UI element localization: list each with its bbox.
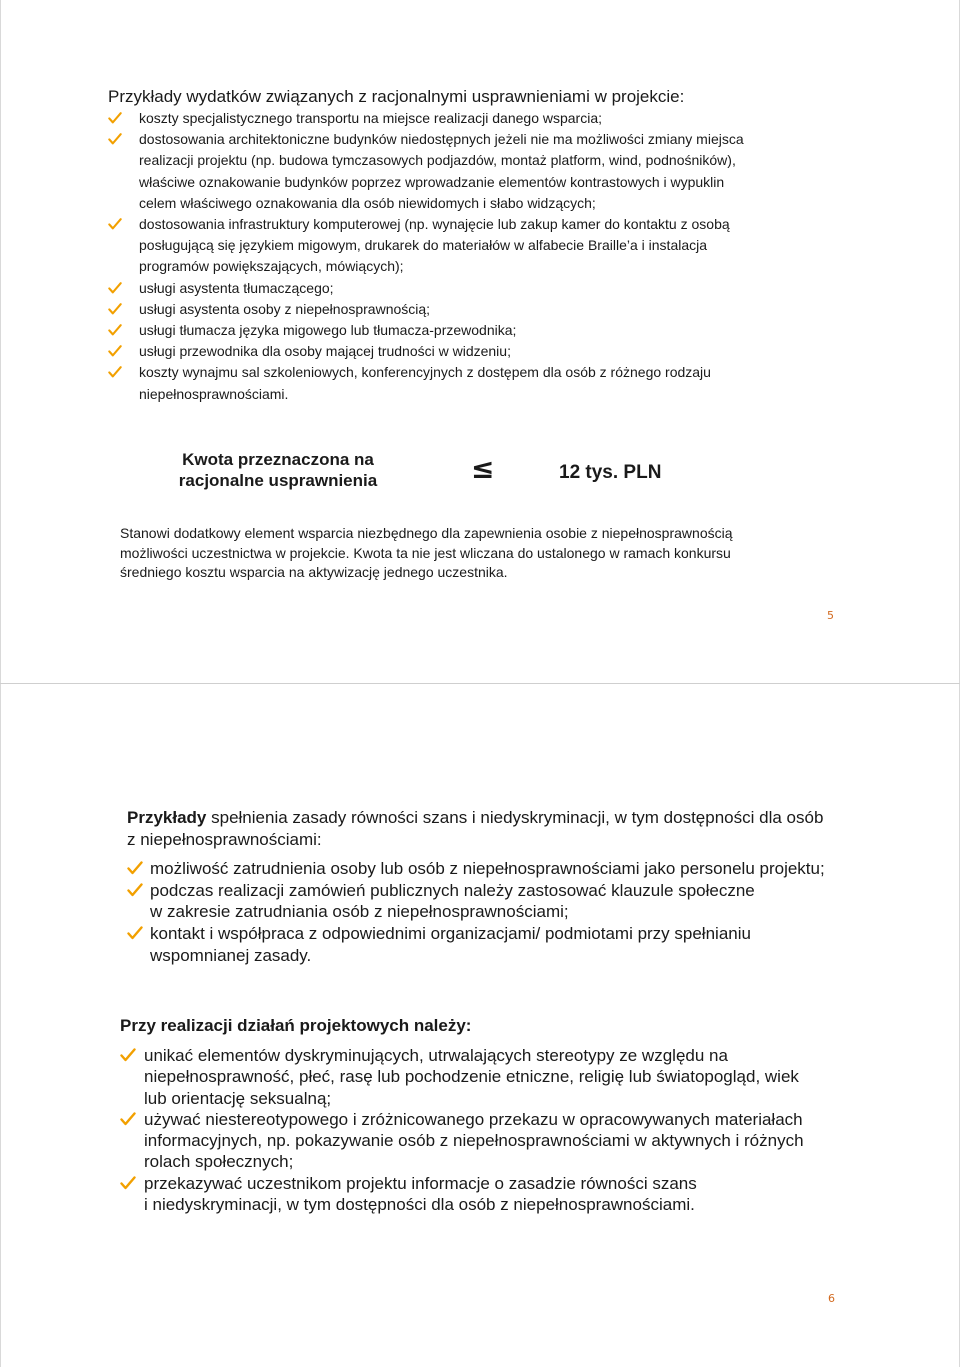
list-item-line: usługi tłumacza języka migowego lub tłumacza-przewodnika;: [139, 322, 517, 339]
checkmark-icon: [108, 365, 122, 379]
checkmark-icon: [127, 882, 143, 898]
list-item-line: usługi asystenta tłumaczącego;: [139, 279, 334, 296]
list-item: [108, 129, 808, 214]
list-item: [108, 214, 808, 278]
list-item-line: koszty specjalistycznego transportu na miejsce realizacji danego wsparcia;: [139, 110, 602, 126]
list-item-line: programów powiększających, mówiących);: [139, 258, 404, 275]
list-item-line: niepełnosprawnościami.: [139, 385, 289, 402]
list-item-line: koszty wynajmu sal szkoleniowych, konferencyjnych z dostępem dla osób z różnego rodzaju: [139, 364, 711, 381]
list-item-line: lub orientację seksualną;: [144, 1088, 332, 1108]
list-item: [108, 299, 808, 320]
list-item: [120, 1109, 880, 1173]
section-heading: Przy realizacji działań projektowych należy:: [120, 1016, 472, 1035]
project-actions-list: [120, 1045, 880, 1215]
list-item-line: podczas realizacji zamówień publicznych należy zastosować klauzule społeczne: [150, 880, 755, 900]
note-line: możliwości uczestnictwa w projekcie. Kwota ta nie jest wliczana do ustalonego w ramach konkursu: [120, 544, 731, 561]
intro-text: spełnienia zasady równości szans i niedyskryminacji, w tym dostępności dla osób: [206, 808, 824, 827]
amount-note: [120, 524, 830, 583]
checkmark-icon: [108, 344, 122, 358]
list-item: [127, 880, 887, 923]
list-item-line: i niedyskryminacji, w tym dostępności dla osób z niepełnosprawnościami.: [144, 1195, 695, 1215]
page-number: 5: [827, 609, 834, 622]
list-item-line: celem właściwego oznakowania dla osób niewidomych i słabo widzących;: [139, 194, 596, 211]
list-item-line: rolach społecznych;: [144, 1152, 294, 1172]
amount-label: [161, 449, 395, 491]
slide-intro: [127, 807, 887, 851]
checkmark-icon: [120, 1175, 136, 1191]
list-item: [127, 858, 887, 880]
list-item-line: możliwość zatrudnienia osoby lub osób z niepełnosprawnościami jako personelu projektu;: [150, 859, 825, 878]
amount-label-line: racjonalne usprawnienia: [178, 471, 378, 490]
list-item-line: niepełnosprawność, płeć, rasę lub pochodzenie etniczne, religię lub światopogląd, wiek: [144, 1067, 799, 1087]
list-item-line: usługi asystenta osoby z niepełnosprawnością;: [139, 300, 431, 317]
list-item-line: posługującą się językiem migowym, drukarek do materiałów w alfabecie Braille’a i instalacja: [139, 237, 708, 254]
less-or-equal-symbol: ≤: [471, 452, 495, 485]
list-item-line: kontakt i współpraca z odpowiednimi organizacjami/ podmiotami przy spełnianiu: [150, 924, 751, 944]
note-line: Stanowi dodatkowy element wsparcia niezbędnego dla zapewnienia osobie z niepełnosprawnością: [120, 525, 733, 541]
list-item-line: właściwe oznakowanie budynków poprzez wprowadzanie elementów kontrastowych i wypuklin: [139, 173, 725, 190]
checkmark-icon: [127, 860, 143, 876]
intro-bold: Przykłady: [127, 808, 207, 827]
amount-value: 12 tys. PLN: [559, 462, 662, 483]
list-item: [108, 341, 808, 362]
list-item-line: unikać elementów dyskryminujących, utrwalających stereotypy ze względu na: [144, 1046, 728, 1065]
list-item: [108, 362, 808, 404]
checkmark-icon: [108, 302, 122, 316]
list-item: [108, 108, 808, 129]
list-item: [120, 1173, 880, 1216]
slide-5: [0, 0, 960, 683]
checkmark-icon: [108, 111, 122, 125]
list-item: [127, 923, 887, 966]
note-line: średniego kosztu wsparcia na aktywizację jednego uczestnika.: [120, 564, 508, 580]
slide-heading: Przykłady wydatków związanych z racjonalnymi usprawnieniami w projekcie:: [108, 87, 685, 106]
page-number: 6: [828, 1292, 835, 1305]
amount-label-line: Kwota przeznaczona na: [182, 450, 374, 469]
list-item: [108, 278, 808, 299]
list-item-line: w zakresie zatrudniania osób z niepełnosprawnościami;: [150, 902, 569, 922]
list-item-line: usługi przewodnika dla osoby mającej trudności w widzeniu;: [139, 343, 511, 360]
equality-examples-list: [127, 858, 887, 967]
list-item-line: dostosowania architektoniczne budynków niedostępnych jeżeli nie ma możliwości zmiany miejsca: [139, 131, 744, 148]
checkmark-icon: [127, 925, 143, 941]
slide-6: [0, 684, 960, 1367]
list-item-line: używać niestereotypowego i zróżnicowanego przekazu w opracowywanych materiałach: [144, 1109, 803, 1129]
list-item-line: realizacji projektu (np. budowa tymczasowych podjazdów, montaż platform, wind, podnośników),: [139, 152, 736, 169]
list-item-line: przekazywać uczestnikom projektu informacje o zasadzie równości szans: [144, 1173, 697, 1193]
list-item-line: wspomnianej zasady.: [150, 945, 312, 965]
list-item-line: dostosowania infrastruktury komputerowej (np. wynajęcie lub zakup kamer do kontaktu z osobą: [139, 216, 730, 233]
checkmark-icon: [108, 323, 122, 337]
intro-text-line2: z niepełnosprawnościami:: [127, 830, 322, 849]
checkmark-icon: [108, 217, 122, 231]
checkmark-icon: [108, 132, 122, 146]
list-item-line: informacyjnych, np. pokazywanie osób z niepełnosprawnościami w aktywnych i różnych: [144, 1131, 804, 1151]
list-item: [120, 1045, 880, 1109]
checkmark-icon: [120, 1111, 136, 1127]
checkmark-icon: [108, 281, 122, 295]
list-item: [108, 320, 808, 341]
expense-examples-list: [108, 108, 808, 405]
checkmark-icon: [120, 1047, 136, 1063]
